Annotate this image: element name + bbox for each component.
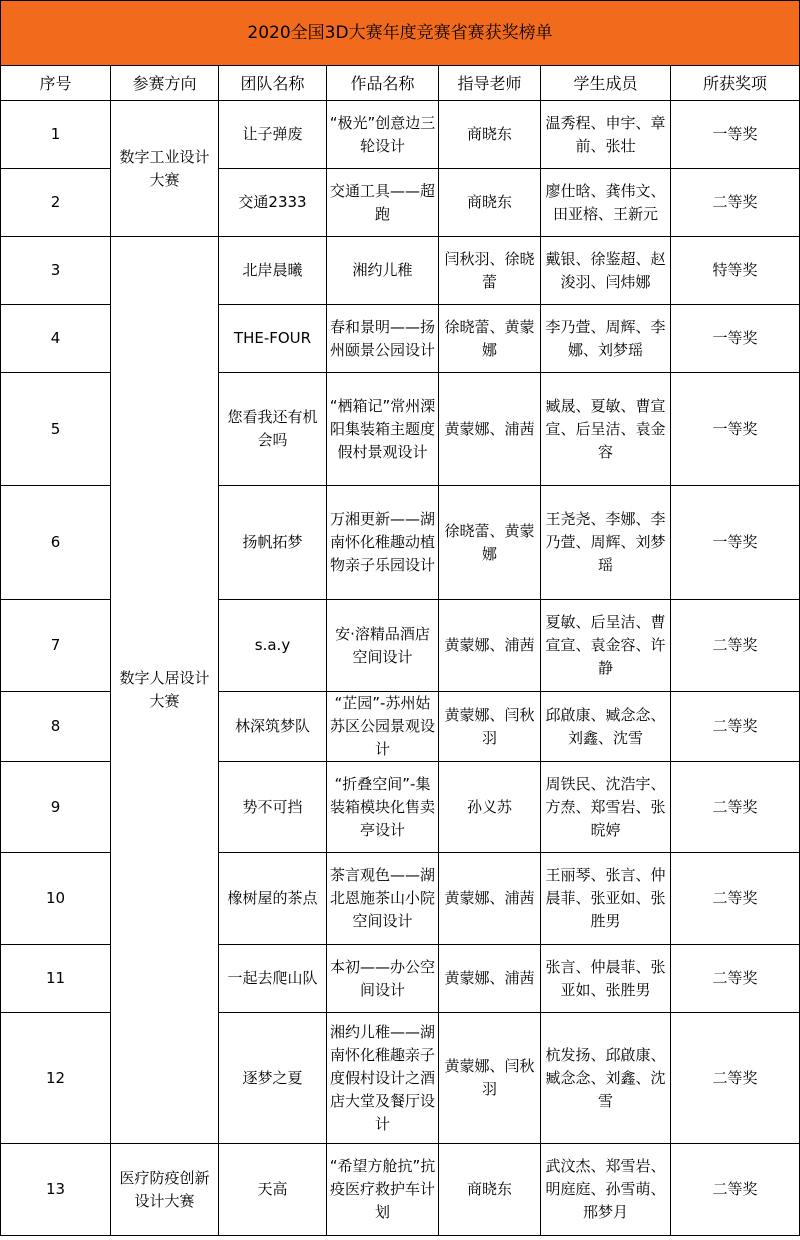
team-name: 势不可挡 (219, 762, 327, 853)
advisor: 孙义苏 (439, 762, 541, 853)
row-number: 11 (1, 945, 111, 1013)
work-title: 湘约儿稚 (327, 237, 439, 305)
column-header: 作品名称 (327, 66, 439, 101)
row-number: 13 (1, 1144, 111, 1236)
row-number: 5 (1, 373, 111, 486)
work-title: “栖箱记”常州溧阳集装箱主题度假村景观设计 (327, 373, 439, 486)
award: 二等奖 (671, 945, 800, 1013)
column-header: 学生成员 (541, 66, 671, 101)
row-number: 10 (1, 853, 111, 945)
column-header: 参赛方向 (111, 66, 219, 101)
row-number: 12 (1, 1013, 111, 1144)
students: 王尧尧、李娜、李乃萱、周辉、刘梦瑶 (541, 486, 671, 600)
work-title: 湘约儿稚——湖南怀化稚趣亲子度假村设计之酒店大堂及餐厅设计 (327, 1013, 439, 1144)
award: 二等奖 (671, 169, 800, 237)
team-name: 让子弹废 (219, 101, 327, 169)
work-title: “折叠空间”-集装箱模块化售卖亭设计 (327, 762, 439, 853)
advisor: 徐晓蕾、黄蒙娜 (439, 486, 541, 600)
students: 王丽琴、张言、仲晨菲、张亚如、张胜男 (541, 853, 671, 945)
team-name: 扬帆拓梦 (219, 486, 327, 600)
students: 臧晟、夏敏、曹宣宣、后呈洁、袁金容 (541, 373, 671, 486)
advisor: 商晓东 (439, 101, 541, 169)
students: 廖仕晗、龚伟文、田亚榕、王新元 (541, 169, 671, 237)
work-title: 万湘更新——湖南怀化稚趣动植物亲子乐园设计 (327, 486, 439, 600)
advisor: 黄蒙娜、浦茜 (439, 373, 541, 486)
team-name: 橡树屋的茶点 (219, 853, 327, 945)
award: 一等奖 (671, 101, 800, 169)
award: 一等奖 (671, 373, 800, 486)
team-name: THE-FOUR (219, 305, 327, 373)
work-title: “希望方舱抗”抗疫医疗救护车计划 (327, 1144, 439, 1236)
work-title: 春和景明——扬州颐景公园设计 (327, 305, 439, 373)
advisor: 商晓东 (439, 1144, 541, 1236)
column-header: 所获奖项 (671, 66, 800, 101)
award: 特等奖 (671, 237, 800, 305)
team-name: 您看我还有机会吗 (219, 373, 327, 486)
work-title: “极光”创意边三轮设计 (327, 101, 439, 169)
award: 二等奖 (671, 600, 800, 692)
students: 李乃萱、周辉、李娜、刘梦瑶 (541, 305, 671, 373)
work-title: 茶言观色——湖北恩施茶山小院空间设计 (327, 853, 439, 945)
students: 邱啟康、臧念念、刘鑫、沈雪 (541, 692, 671, 762)
advisor: 黄蒙娜、闫秋羽 (439, 1013, 541, 1144)
work-title: 交通工具——超跑 (327, 169, 439, 237)
page-title: 2020全国3D大赛年度竞赛省赛获奖榜单 (1, 1, 800, 66)
row-number: 6 (1, 486, 111, 600)
table-row (1, 101, 800, 169)
team-name: 逐梦之夏 (219, 1013, 327, 1144)
advisor: 黄蒙娜、闫秋羽 (439, 692, 541, 762)
advisor: 黄蒙娜、浦茜 (439, 600, 541, 692)
award: 二等奖 (671, 853, 800, 945)
category-cell: 医疗防疫创新设计大赛 (111, 1144, 219, 1236)
students: 夏敏、后呈洁、曹宣宣、袁金容、许静 (541, 600, 671, 692)
advisor: 黄蒙娜、浦茜 (439, 945, 541, 1013)
team-name: 北岸晨曦 (219, 237, 327, 305)
advisor: 闫秋羽、徐晓蕾 (439, 237, 541, 305)
row-number: 1 (1, 101, 111, 169)
students: 周铁民、沈浩宇、方焘、郑雪岩、张晥婷 (541, 762, 671, 853)
column-header: 指导老师 (439, 66, 541, 101)
category-cell: 数字人居设计大赛 (111, 237, 219, 1144)
header-row (1, 66, 800, 101)
award: 二等奖 (671, 692, 800, 762)
students: 温秀程、申宇、章前、张壮 (541, 101, 671, 169)
work-title: 安·溶精品酒店空间设计 (327, 600, 439, 692)
students: 武汶杰、郑雪岩、明庭庭、孙雪萌、邢梦月 (541, 1144, 671, 1236)
advisor: 黄蒙娜、浦茜 (439, 853, 541, 945)
row-number: 8 (1, 692, 111, 762)
row-number: 7 (1, 600, 111, 692)
students: 戴银、徐鉴超、赵浚羽、闫炜娜 (541, 237, 671, 305)
work-title: 本初——办公空间设计 (327, 945, 439, 1013)
team-name: 天高 (219, 1144, 327, 1236)
award: 二等奖 (671, 762, 800, 853)
award: 一等奖 (671, 486, 800, 600)
advisor: 徐晓蕾、黄蒙娜 (439, 305, 541, 373)
award: 一等奖 (671, 305, 800, 373)
column-header: 序号 (1, 66, 111, 101)
award: 二等奖 (671, 1013, 800, 1144)
column-header: 团队名称 (219, 66, 327, 101)
team-name: 一起去爬山队 (219, 945, 327, 1013)
row-number: 2 (1, 169, 111, 237)
award: 二等奖 (671, 1144, 800, 1236)
advisor: 商晓东 (439, 169, 541, 237)
table-row (1, 1144, 800, 1236)
row-number: 9 (1, 762, 111, 853)
row-number: 4 (1, 305, 111, 373)
row-number: 3 (1, 237, 111, 305)
students: 张言、仲晨菲、张亚如、张胜男 (541, 945, 671, 1013)
students: 杭发扬、邱啟康、臧念念、刘鑫、沈雪 (541, 1013, 671, 1144)
team-name: 交通2333 (219, 169, 327, 237)
team-name: s.a.y (219, 600, 327, 692)
team-name: 林深筑梦队 (219, 692, 327, 762)
work-title: “芷园”-苏州姑苏区公园景观设计 (327, 692, 439, 762)
category-cell: 数字工业设计大赛 (111, 101, 219, 237)
table-row (1, 237, 800, 305)
